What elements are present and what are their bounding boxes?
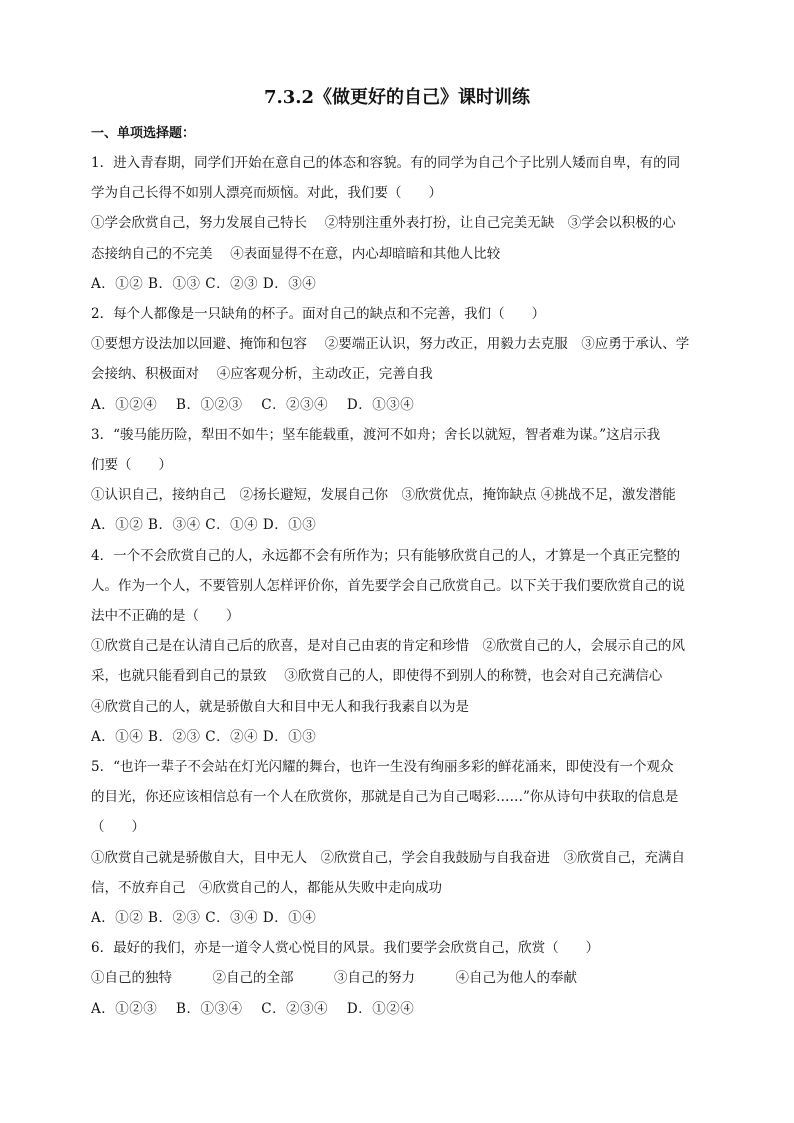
question-stem-line: 6．最好的我们，亦是一道令人赏心悦目的风景。我们要学会欣赏自己，欣赏（ ）: [91, 940, 600, 957]
document-content: [91, 124, 703, 1024]
answer-options: A．①④ B．②③ C．②④ D．①③: [91, 728, 317, 745]
question-stem-line: 5．“也许一辈子不会站在灯光闪耀的舞台，也许一生没有绚丽多彩的鲜花涌来，即使没有一个观众: [91, 759, 674, 776]
question-stem-line: 1．进入青春期，同学们开始在意自己的体态和容貌。有的同学为自己个子比别人矮而自卑，有的同: [91, 155, 681, 171]
question-6: [91, 933, 703, 1024]
answer-options: A．①② B．③④ C．①④ D．①③: [91, 517, 317, 534]
question-item-line: ①认识自己，接纳自己 ②扬长避短，发展自己你 ③欣赏优点，掩饰缺点 ④挑战不足，激发潜能: [91, 487, 676, 504]
question-stem-line: 2．每个人都像是一只缺角的杯子。面对自己的缺点和不完善，我们（ ）: [91, 306, 546, 323]
question-stem-line: 人。作为一个人，不要管别人怎样评价你，首先要学会自己欣赏自己。以下关于我们要欣赏自己的说: [91, 577, 685, 594]
answer-options: A．①②③ B．①③④ C．②③④ D．①②④: [91, 1000, 415, 1017]
question-item-line: 采，也就只能看到自己的景致 ③欣赏自己的人，即使得不到别人的称赞，也会对自己充满信心: [91, 668, 663, 685]
question-item-line: 会接纳、积极面对 ④应客观分析，主动改正，完善自我: [91, 366, 433, 383]
question-stem-line: 4．一个不会欣赏自己的人，永远都不会有所作为；只有能够欣赏自己的人，才算是一个真正完整的: [91, 547, 681, 564]
question-item-line: ①欣赏自己是在认清自己后的欣喜，是对自己由衷的肯定和珍惜 ②欣赏自己的人，会展示自己的风: [91, 638, 685, 655]
question-item-line: 信，不放弃自己 ④欣赏自己的人，都能从失败中走向成功: [91, 879, 442, 896]
question-1: [91, 148, 703, 299]
question-stem-line: （ ）: [91, 819, 145, 836]
answer-options: A．①② B．②③ C．③④ D．①④: [91, 910, 317, 927]
answer-options: A．①② B．①③ C．②③ D．③④: [91, 275, 317, 292]
question-stem-line: 们要（ ）: [91, 457, 172, 474]
document-title: 7.3.2《做更好的自己》课时训练: [263, 87, 531, 108]
question-item-line: ①学会欣赏自己，努力发展自己特长 ②特别注重外表打扮，让自己完美无缺 ③学会以积极的心: [91, 215, 676, 232]
question-item-line: ①自己的独特 ②自己的全部 ③自己的努力 ④自己为他人的奉献: [91, 970, 577, 987]
question-item-line: ①欣赏自己就是骄傲自大，目中无人 ②欣赏自己，学会自我鼓励与自我奋进 ③欣赏自己，充满自: [91, 849, 685, 866]
question-item-line: 态接纳自己的不完美 ④表面显得不在意，内心却暗暗和其他人比较: [91, 245, 501, 262]
question-4: [91, 541, 703, 752]
question-stem-line: 3．“骏马能历险，犁田不如牛；坚车能载重，渡河不如舟；舍长以就短，智者难为谋。”这启示我: [91, 426, 661, 443]
question-stem-line: 的目光，你还应该相信总有一个人在欣赏你，那就是自己为自己喝彩……”你从诗句中获取的信息是: [91, 789, 679, 806]
answer-options: A．①②④ B．①②③ C．②③④ D．①③④: [91, 396, 415, 413]
question-5: [91, 752, 703, 933]
question-item-line: ④欣赏自己的人，就是骄傲自大和目中无人和我行我素自以为是: [91, 698, 469, 715]
question-stem-line: 学为自己长得不如别人漂亮而烦恼。对此，我们要（ ）: [91, 185, 442, 202]
section-heading: 一、单项选择题：: [91, 126, 196, 141]
question-3: [91, 420, 703, 541]
question-item-line: ①要想方设法加以回避、掩饰和包容 ②要端正认识，努力改正，用毅力去克服 ③应勇于承认、学: [91, 336, 690, 353]
question-stem-line: 法中不正确的是（ ）: [91, 608, 240, 625]
question-2: [91, 299, 703, 420]
